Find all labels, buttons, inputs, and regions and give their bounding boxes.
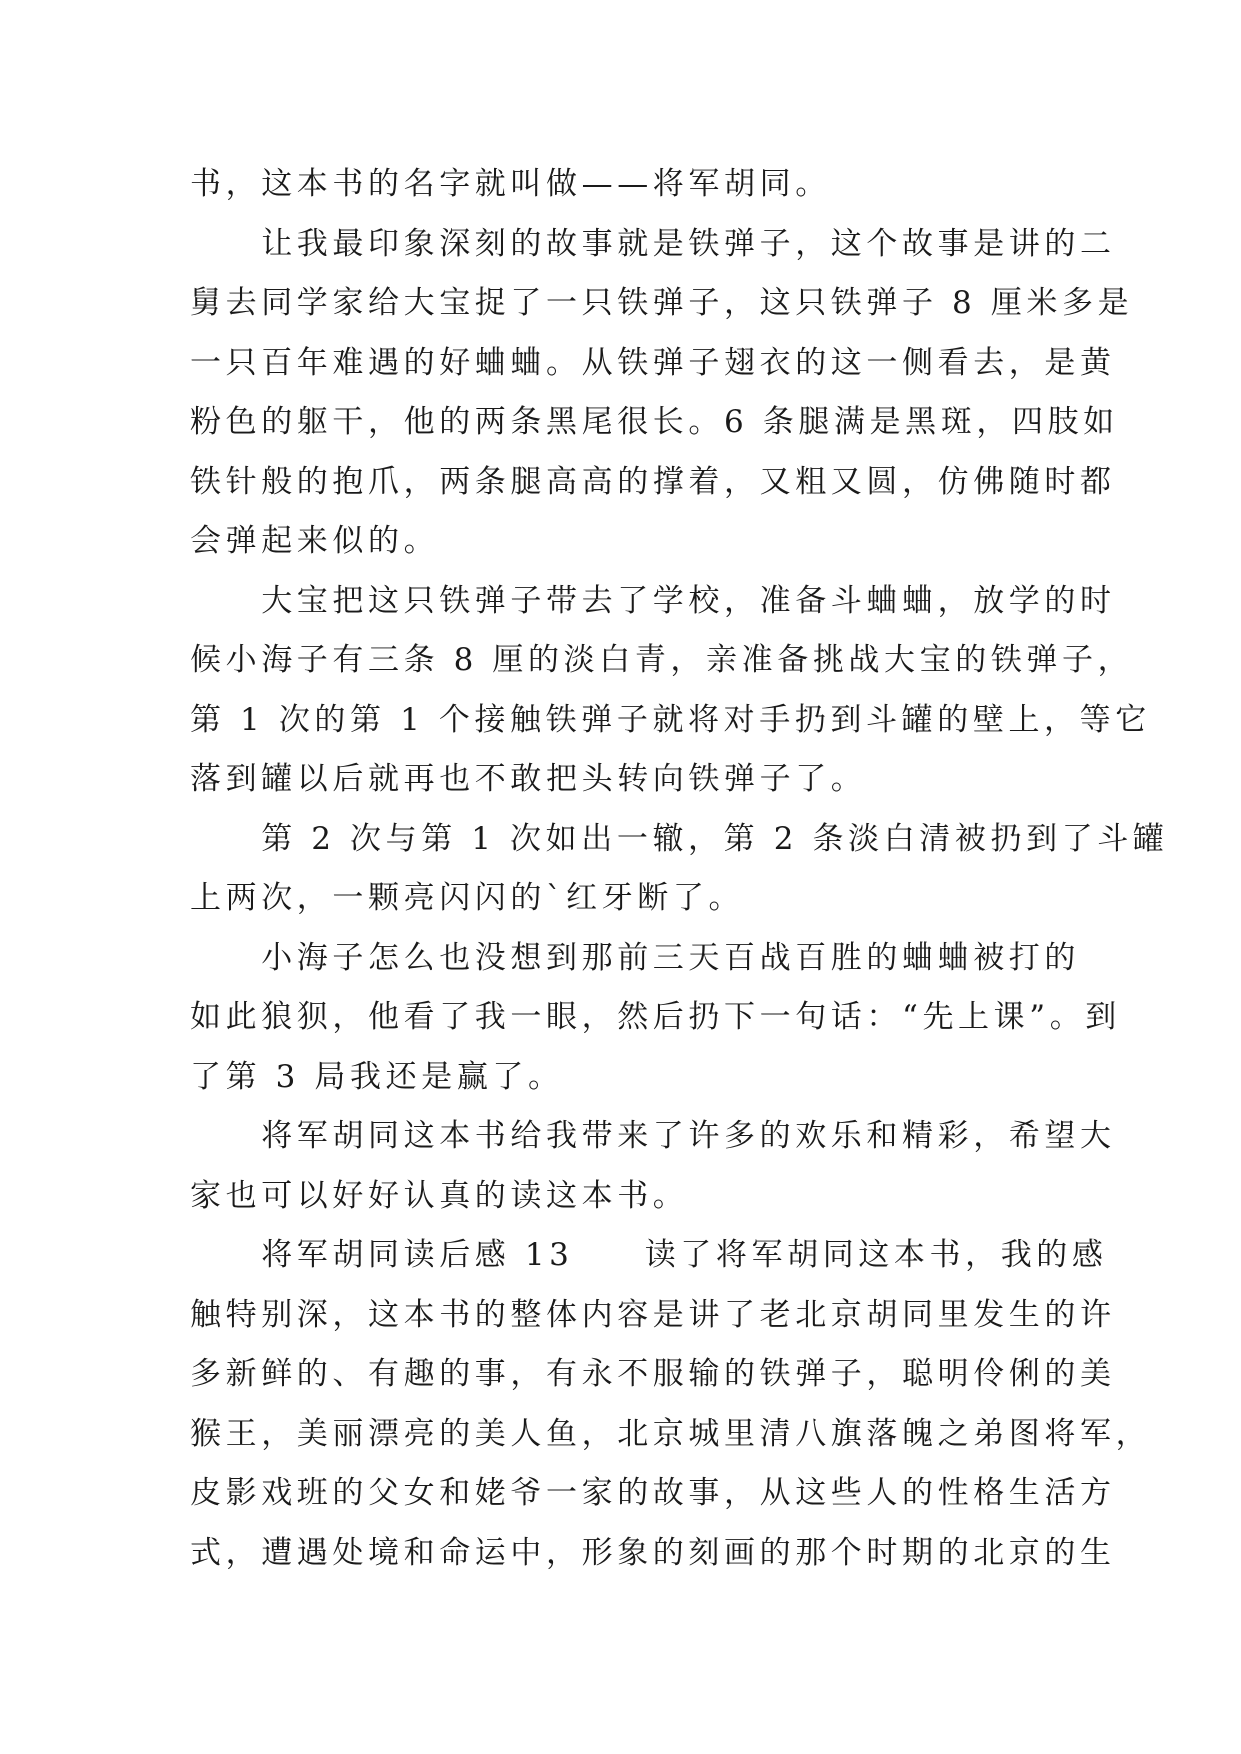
text-line: 舅去同学家给大宝捉了一只铁弹子，这只铁弹子 8 厘米多是 [190,285,1134,321]
text-line: 多新鲜的、有趣的事，有永不服输的铁弹子，聪明伶俐的美 [190,1356,1116,1392]
text-line: 落到罐以后就再也不敢把头转向铁弹子了。 [190,761,867,797]
text-line: 如此狼狈，他看了我一眼，然后扔下一句话：“先上课”。到 [190,999,1121,1035]
text-line: 将军胡同读后感 13 读了将军胡同这本书，我的感 [190,1237,1108,1273]
text-line: 一只百年难遇的好蛐蛐。从铁弹子翅衣的这一侧看去，是黄 [190,344,1116,381]
text-line: 铁针般的抱爪，两条腿高高的撑着，又粗又圆，仿佛随时都 [190,463,1116,500]
body-text [190,155,1169,1583]
text-line: 小海子怎么也没想到那前三天百战百胜的蛐蛐被打的 [190,939,1080,976]
text-line: 猴王，美丽漂亮的美人鱼，北京城里清八旗落魄之弟图将军， [190,1415,1152,1452]
text-line: 第 1 次的第 1 个接触铁弹子就将对手扔到斗罐的壁上，等它 [190,701,1151,738]
text-line: 了第 3 局我还是赢了。 [190,1058,564,1095]
text-line: 第 2 次与第 1 次如出一辙，第 2 条淡白清被扔到了斗罐 [190,820,1169,857]
text-line: 将军胡同这本书给我带来了许多的欢乐和精彩，希望大 [190,1118,1116,1154]
text-line: 会弹起来似的。 [190,523,440,559]
text-line: 粉色的躯干，他的两条黑尾很长。6 条腿满是黑斑，四肢如 [190,404,1119,440]
text-line: 上两次，一颗亮闪闪的`红牙断了。 [190,880,745,916]
text-line: 候小海子有三条 8 厘的淡白青，亲准备挑战大宝的铁弹子， [190,642,1134,678]
text-line: 家也可以好好认真的读这本书。 [190,1177,689,1214]
text-line: 大宝把这只铁弹子带去了学校，准备斗蛐蛐，放学的时 [190,582,1116,619]
text-line: 式，遭遇处境和命运中，形象的刻画的那个时期的北京的生 [190,1534,1116,1571]
text-line: 触特别深，这本书的整体内容是讲了老北京胡同里发生的许 [190,1296,1116,1333]
text-line: 皮影戏班的父女和姥爷一家的故事，从这些人的性格生活方 [190,1475,1116,1511]
text-line: 让我最印象深刻的故事就是铁弹子，这个故事是讲的二 [190,225,1116,262]
text-line: 书，这本书的名字就叫做——将军胡同。 [190,166,831,202]
